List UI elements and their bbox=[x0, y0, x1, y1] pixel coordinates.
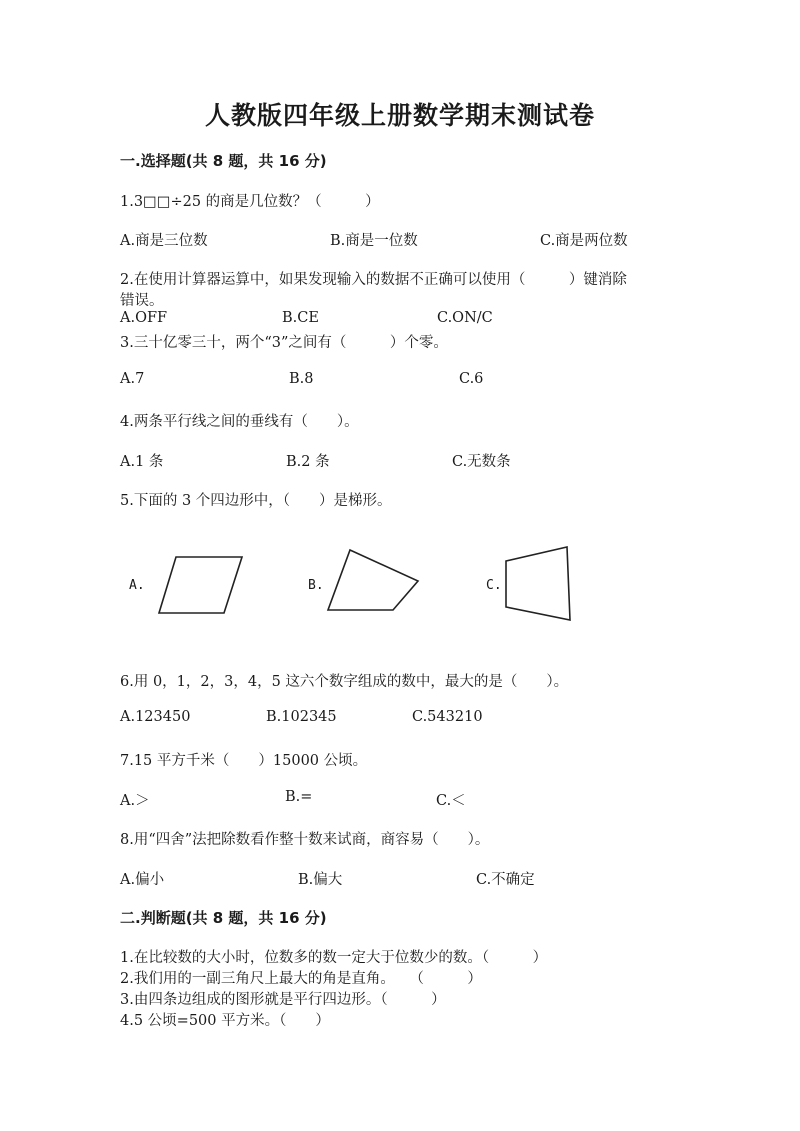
q7-option-a: A.＞ bbox=[120, 793, 150, 809]
question-1: 1.3□□÷25 的商是几位数？（ ） bbox=[120, 194, 380, 210]
page-title: 人教版四年级上册数学期末测试卷 bbox=[204, 101, 595, 130]
question-8: 8.用“四舍”法把除数看作整十数来试商，商容易（ ）。 bbox=[120, 832, 490, 848]
q1-option-c: C.商是两位数 bbox=[540, 233, 628, 249]
judgement-question-4: 4.5 公顷=500 平方米。（ ） bbox=[120, 1013, 330, 1029]
q4-option-c: C.无数条 bbox=[452, 454, 511, 470]
q8-option-c: C.不确定 bbox=[476, 872, 535, 888]
q3-option-a: A.7 bbox=[120, 371, 145, 387]
q2-option-c: C.ON/C bbox=[437, 310, 493, 326]
shape-a-label: A. bbox=[129, 578, 145, 593]
question-7: 7.15 平方千米（ ）15000 公顷。 bbox=[120, 753, 368, 769]
q7-option-b: B.= bbox=[285, 789, 313, 805]
q8-option-b: B.偏大 bbox=[298, 872, 343, 888]
question-2-line1: 2.在使用计算器运算中，如果发现输入的数据不正确可以使用（ ）键消除 bbox=[120, 272, 627, 288]
judgement-question-3: 3.由四条边组成的图形就是平行四边形。（ ） bbox=[120, 992, 446, 1008]
q7-option-c: C.＜ bbox=[436, 793, 466, 809]
judgement-question-2: 2.我们用的一副三角尺上最大的角是直角。 （ ） bbox=[120, 971, 482, 987]
judgement-question-1: 1.在比较数的大小时，位数多的数一定大于位数少的数。（ ） bbox=[120, 950, 548, 966]
section-heading-judgement: 二.判断题(共 8 题，共 16 分) bbox=[120, 909, 327, 927]
q6-option-a: A.123450 bbox=[120, 709, 191, 725]
q2-option-a: A.OFF bbox=[120, 310, 168, 326]
q1-option-b: B.商是一位数 bbox=[330, 233, 418, 249]
q4-option-b: B.2 条 bbox=[286, 454, 330, 470]
q8-option-a: A.偏小 bbox=[120, 872, 165, 888]
question-3: 3.三十亿零三十，两个“3”之间有（ ）个零。 bbox=[120, 335, 448, 351]
q4-option-a: A.1 条 bbox=[120, 454, 164, 470]
q1-option-a: A.商是三位数 bbox=[120, 233, 208, 249]
q2-option-b: B.CE bbox=[282, 310, 319, 326]
question-6: 6.用 0，1，2，3，4，5 这六个数字组成的数中，最大的是（ ）。 bbox=[120, 674, 569, 690]
q3-option-b: B.8 bbox=[289, 371, 314, 387]
q3-option-c: C.6 bbox=[459, 371, 484, 387]
shape-c-label: C. bbox=[486, 578, 502, 593]
question-4: 4.两条平行线之间的垂线有（ ）。 bbox=[120, 414, 359, 430]
q6-option-c: C.543210 bbox=[412, 709, 483, 725]
section-heading-choice: 一.选择题(共 8 题，共 16 分) bbox=[120, 152, 327, 170]
q6-option-b: B.102345 bbox=[266, 709, 337, 725]
question-5: 5.下面的 3 个四边形中，（ ）是梯形。 bbox=[120, 493, 392, 509]
question-2-line2: 错误。 bbox=[120, 293, 164, 309]
shape-b-label: B. bbox=[308, 578, 324, 593]
